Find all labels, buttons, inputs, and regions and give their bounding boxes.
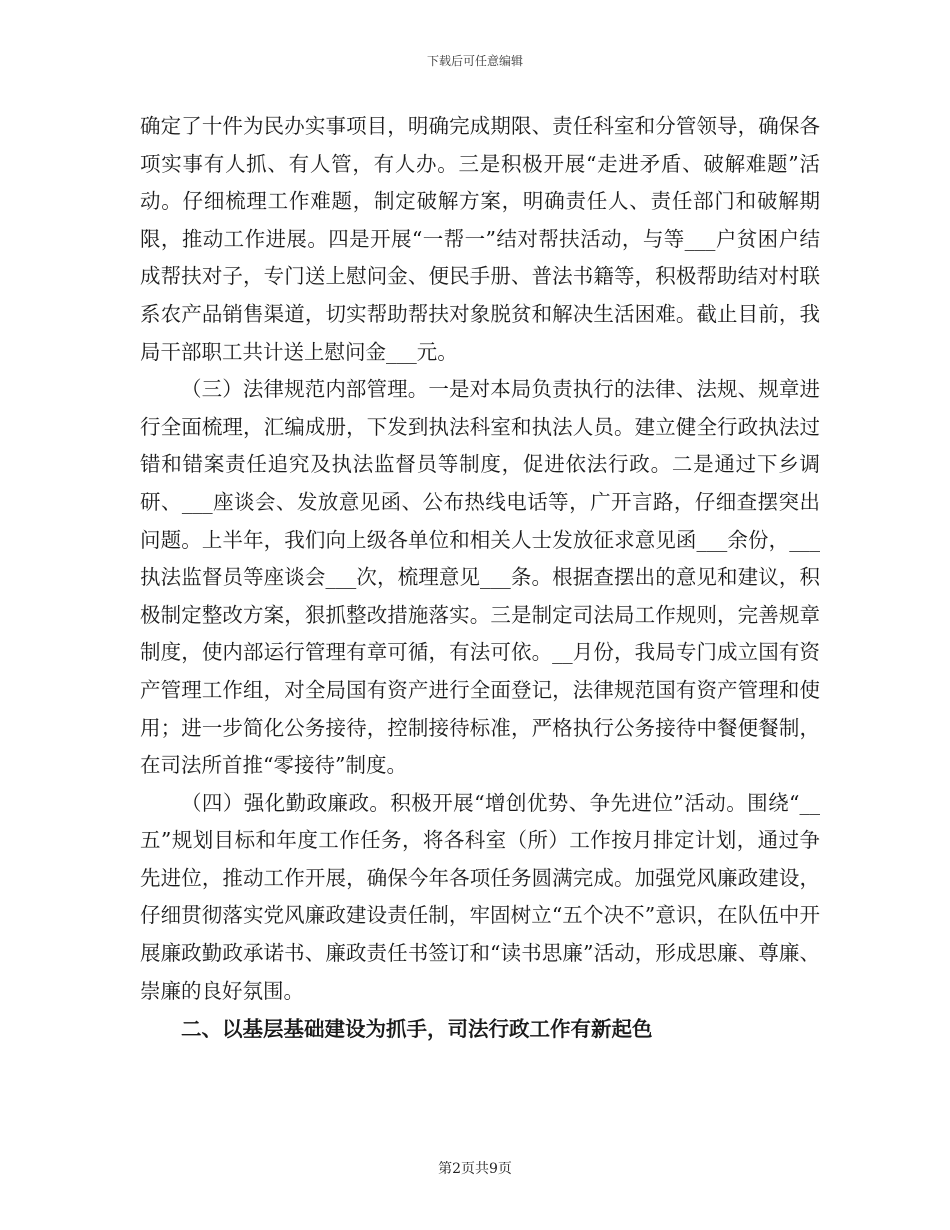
paragraph-continued: 确定了十件为民办实事项目，明确完成期限、责任科室和分管领导，确保各项实事有人抓、有人管，有人办。三是积极开展“走进矛盾、破解难题”活动。仔细梳理工作难题，制定破解方案，明确责任人、责任部门和破解期限，推动工作进展。四是开展“一帮一”结对帮扶活动，与等___户贫困户结成帮扶对子，专门送上慰问金、便民手册、普法书籍等，积极帮助结对村联系农产品销售渠道，切实帮助帮扶对象脱贫和解决生活困难。截止目前，我局干部职工共计送上慰问金___元。 bbox=[140, 114, 820, 364]
paragraph-section-3: （三）法律规范内部管理。一是对本局负责执行的法律、法规、规章进行全面梳理，汇编成册，下发到执法科室和执法人员。建立健全行政执法过错和错案责任追究及执法监督员等制度，促进依法行政。二是通过下乡调研、___座谈会、发放意见函、公布热线电话等，广开言路，仔细查摆突出问题。上半年，我们向上级各单位和相关人士发放征求意见函___余份，___执法监督员等座谈会___次，梳理意见___条。根据查摆出的意见和建议，积极制定整改方案，狠抓整改措施落实。三是制定司法局工作规则，完善规章制度，使内部运行管理有章可循，有法可依。__月份，我局专门成立国有资产管理工作组，对全局国有资产进行全面登记，法律规范国有资产管理和使用；进一步简化公务接待，控制接待标准，严格执行公务接待中餐便餐制，在司法所首推“零接待”制度。 bbox=[140, 377, 820, 778]
paragraph-section-4: （四）强化勤政廉政。积极开展“增创优势、争先进位”活动。围绕“__五”规划目标和年度工作任务，将各科室（所）工作按月排定计划，通过争先进位，推动工作开展，确保今年各项任务圆满完成。加强党风廉政建设，仔细贯彻落实党风廉政建设责任制，牢固树立“五个决不”意识，在队伍中开展廉政勤政承诺书、廉政责任书签订和“读书思廉”活动，形成思廉、尊廉、崇廉的良好氛围。 bbox=[140, 790, 820, 1003]
section-heading: 二、以基层基础建设为抓手，司法行政工作有新起色 bbox=[181, 1017, 653, 1042]
page-header: 下载后可任意编辑 bbox=[426, 54, 523, 68]
page-number: 第2页共9页 bbox=[438, 1161, 512, 1177]
document-body bbox=[140, 108, 820, 1049]
